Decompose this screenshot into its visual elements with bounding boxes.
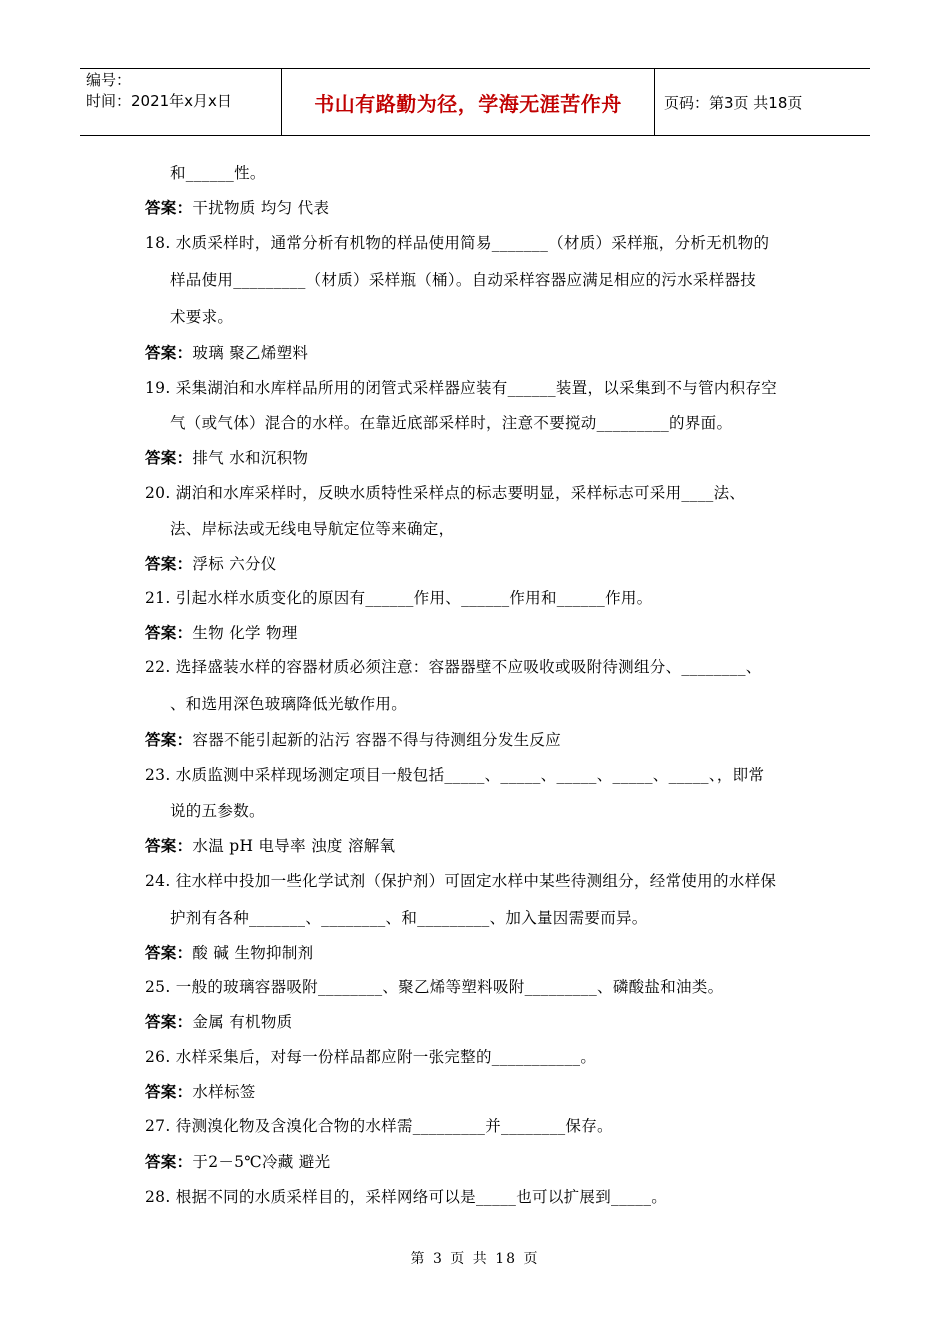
answer-text: 金属 有机物质 xyxy=(192,1013,293,1031)
header-divider-right xyxy=(654,68,655,136)
question-18: 18. 水质采样时，通常分析有机物的样品使用简易_______（材质）采样瓶，分析无机物的 xyxy=(145,234,770,252)
answer-text: 水样标签 xyxy=(192,1083,256,1101)
answer-label: 答案： xyxy=(145,344,193,362)
answer-line xyxy=(145,552,277,574)
answer-text: 水温 pH 电导率 浊度 溶解氧 xyxy=(192,837,396,855)
answer-label: 答案： xyxy=(145,837,193,855)
question-23: 23. 水质监测中采样现场测定项目一般包括_____、_____、_____、_____、_____、，即常 xyxy=(145,766,765,784)
answer-label: 答案： xyxy=(145,624,193,642)
header-top-rule xyxy=(80,68,870,69)
answer-label: 答案： xyxy=(145,449,193,467)
answer-line xyxy=(145,341,308,363)
answer-line xyxy=(145,941,313,963)
text-line: 样品使用_________（材质）采样瓶（桶）。自动采样容器应满足相应的污水采样器技 xyxy=(170,271,757,289)
question-24: 24. 往水样中投加一些化学试剂（保护剂）可固定水样中某些待测组分，经常使用的水样保 xyxy=(145,872,777,890)
answer-text: 玻璃 聚乙烯塑料 xyxy=(192,344,309,362)
answer-text: 排气 水和沉积物 xyxy=(192,449,309,467)
answer-text: 酸 碱 生物抑制剂 xyxy=(192,944,314,962)
answer-label: 答案： xyxy=(145,731,193,749)
number-label: 编号： xyxy=(86,71,132,89)
header-motto: 书山有路勤为径，学海无涯苦作舟 xyxy=(314,92,622,116)
text-line: 、和选用深色玻璃降低光敏作用。 xyxy=(170,695,408,713)
question-20: 20. 湖泊和水库采样时，反映水质特性采样点的标志要明显，采样标志可采用____法、 xyxy=(145,484,746,502)
header-page-info: 页码：第3页 共18页 xyxy=(664,94,803,112)
answer-line xyxy=(145,196,329,218)
answer-line xyxy=(145,728,561,750)
page-footer: 第 3 页 共 18 页 xyxy=(410,1251,540,1267)
text-line: 气（或气体）混合的水样。在靠近底部采样时，注意不要搅动_________的界面。 xyxy=(170,414,733,432)
text-line: 法、岸标法或无线电导航定位等来确定， xyxy=(170,520,455,538)
question-25: 25. 一般的玻璃容器吸附________、聚乙烯等塑料吸附_________、磷酸盐和油类。 xyxy=(145,978,724,996)
answer-text: 浮标 六分仪 xyxy=(192,555,277,573)
answer-text: 于2－5℃冷藏 避光 xyxy=(192,1153,331,1171)
answer-line xyxy=(145,1010,292,1032)
header-left-cell xyxy=(86,70,232,112)
question-22: 22. 选择盛装水样的容器材质必须注意：容器器壁不应吸收或吸附待测组分、________、 xyxy=(145,658,762,676)
answer-line xyxy=(145,834,395,856)
question-28: 28. 根据不同的水质采样目的，采样网络可以是_____也可以扩展到_____。 xyxy=(145,1188,668,1206)
text-line: 护剂有各种_______、________、和_________、加入量因需要而异。 xyxy=(170,909,648,927)
answer-text: 生物 化学 物理 xyxy=(192,624,298,642)
answer-label: 答案： xyxy=(145,944,193,962)
answer-text: 干扰物质 均匀 代表 xyxy=(192,199,330,217)
question-21: 21. 引起水样水质变化的原因有______作用、______作用和______作用。 xyxy=(145,589,653,607)
answer-label: 答案： xyxy=(145,199,193,217)
header-bottom-rule xyxy=(80,135,870,136)
answer-text: 容器不能引起新的沾污 容器不得与待测组分发生反应 xyxy=(192,731,562,749)
text-line: 和______性。 xyxy=(170,164,266,182)
time-label: 时间：2021年x月x日 xyxy=(86,92,232,110)
answer-line xyxy=(145,621,298,643)
text-line: 说的五参数。 xyxy=(170,802,265,820)
answer-line xyxy=(145,446,308,468)
answer-label: 答案： xyxy=(145,555,193,573)
text-line: 术要求。 xyxy=(170,308,234,326)
answer-label: 答案： xyxy=(145,1013,193,1031)
answer-line xyxy=(145,1080,256,1102)
answer-label: 答案： xyxy=(145,1083,193,1101)
question-19: 19. 采集湖泊和水库样品所用的闭管式采样器应装有______装置，以采集到不与管内积存空 xyxy=(145,379,778,397)
question-27: 27. 待测溴化物及含溴化合物的水样需_________并________保存。 xyxy=(145,1117,613,1135)
answer-label: 答案： xyxy=(145,1153,193,1171)
question-26: 26. 水样采集后，对每一份样品都应附一张完整的___________。 xyxy=(145,1048,597,1066)
answer-line xyxy=(145,1150,330,1172)
